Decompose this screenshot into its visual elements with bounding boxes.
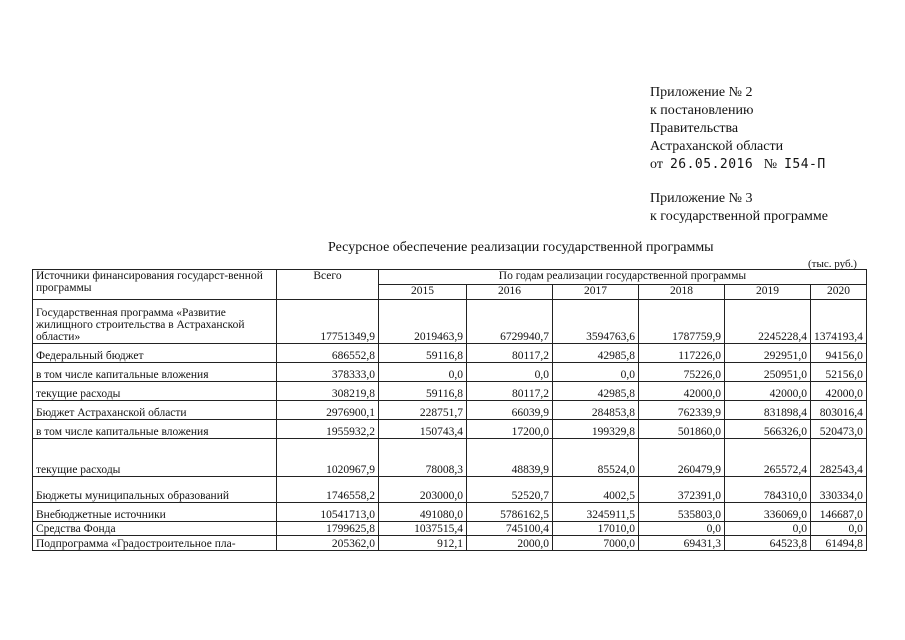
appendix-2-line: к постановлению [650, 103, 754, 118]
cell-year-value: 78008,3 [379, 439, 467, 477]
cell-year-value: 42985,8 [553, 344, 639, 363]
appendix-3-line: к государственной программе [650, 209, 828, 224]
header-year: 2015 [379, 285, 467, 300]
cell-year-value: 150743,4 [379, 420, 467, 439]
cell-total: 205362,0 [277, 536, 379, 551]
header-year: 2018 [639, 285, 725, 300]
cell-year-value: 0,0 [639, 522, 725, 536]
cell-total: 1020967,9 [277, 439, 379, 477]
cell-year-value: 6729940,7 [467, 300, 553, 344]
cell-total: 2976900,1 [277, 401, 379, 420]
row-label: Бюджет Астраханской области [33, 401, 277, 420]
cell-year-value: 48839,9 [467, 439, 553, 477]
cell-year-value: 61494,8 [811, 536, 867, 551]
cell-year-value: 803016,4 [811, 401, 867, 420]
table-row [33, 477, 867, 503]
cell-year-value: 0,0 [553, 363, 639, 382]
cell-year-value: 42000,0 [725, 382, 811, 401]
cell-total: 378333,0 [277, 363, 379, 382]
row-label: Подпрограмма «Градостроительное пла- [33, 536, 277, 551]
cell-year-value: 2019463,9 [379, 300, 467, 344]
table-row [33, 503, 867, 522]
cell-year-value: 260479,9 [639, 439, 725, 477]
header-year: 2019 [725, 285, 811, 300]
decree-number: I54-П [784, 157, 826, 172]
row-label: Внебюджетные источники [33, 503, 277, 522]
appendix-2-line: Приложение № 2 [650, 85, 753, 100]
row-label: текущие расходы [33, 439, 277, 477]
header-year: 2020 [811, 285, 867, 300]
cell-year-value: 146687,0 [811, 503, 867, 522]
cell-year-value: 265572,4 [725, 439, 811, 477]
table-body [33, 300, 867, 551]
cell-total: 17751349,9 [277, 300, 379, 344]
header-source: Источники финансирования государст-венной программы [33, 270, 277, 300]
row-label: Федеральный бюджет [33, 344, 277, 363]
appendix-2-block [650, 84, 826, 174]
header-year: 2017 [553, 285, 639, 300]
table-row [33, 363, 867, 382]
cell-year-value: 59116,8 [379, 344, 467, 363]
table-row [33, 420, 867, 439]
cell-year-value: 372391,0 [639, 477, 725, 503]
cell-year-value: 59116,8 [379, 382, 467, 401]
cell-year-value: 566326,0 [725, 420, 811, 439]
cell-year-value: 80117,2 [467, 382, 553, 401]
table-row [33, 439, 867, 477]
cell-year-value: 0,0 [725, 522, 811, 536]
cell-year-value: 336069,0 [725, 503, 811, 522]
cell-year-value: 85524,0 [553, 439, 639, 477]
header-by-years: По годам реализации государственной программы [379, 270, 867, 285]
cell-year-value: 250951,0 [725, 363, 811, 382]
appendix-3-block [650, 190, 828, 226]
unit-label: (тыс. руб.) [808, 258, 857, 270]
header-total: Всего [277, 270, 379, 300]
appendix-3-line: Приложение № 3 [650, 191, 753, 206]
cell-year-value: 501860,0 [639, 420, 725, 439]
cell-total: 1746558,2 [277, 477, 379, 503]
cell-year-value: 491080,0 [379, 503, 467, 522]
cell-total: 1799625,8 [277, 522, 379, 536]
cell-year-value: 17200,0 [467, 420, 553, 439]
cell-year-value: 0,0 [467, 363, 553, 382]
cell-year-value: 5786162,5 [467, 503, 553, 522]
cell-year-value: 2245228,4 [725, 300, 811, 344]
cell-year-value: 3594763,6 [553, 300, 639, 344]
table-row [33, 300, 867, 344]
cell-year-value: 17010,0 [553, 522, 639, 536]
cell-total: 686552,8 [277, 344, 379, 363]
cell-year-value: 2000,0 [467, 536, 553, 551]
table-row [33, 536, 867, 551]
header-year: 2016 [467, 285, 553, 300]
row-label: Бюджеты муниципальных образований [33, 477, 277, 503]
row-label: текущие расходы [33, 382, 277, 401]
appendix-2-line: Астраханской области [650, 139, 784, 154]
cell-year-value: 292951,0 [725, 344, 811, 363]
cell-year-value: 282543,4 [811, 439, 867, 477]
cell-year-value: 69431,3 [639, 536, 725, 551]
cell-year-value: 42000,0 [811, 382, 867, 401]
cell-year-value: 52520,7 [467, 477, 553, 503]
cell-year-value: 0,0 [379, 363, 467, 382]
cell-year-value: 52156,0 [811, 363, 867, 382]
row-label: Средства Фонда [33, 522, 277, 536]
cell-year-value: 228751,7 [379, 401, 467, 420]
cell-total: 308219,8 [277, 382, 379, 401]
cell-year-value: 66039,9 [467, 401, 553, 420]
row-label: в том числе капитальные вложения [33, 363, 277, 382]
cell-year-value: 535803,0 [639, 503, 725, 522]
appendix-2-line: Правительства [650, 121, 739, 136]
table-row [33, 522, 867, 536]
cell-year-value: 330334,0 [811, 477, 867, 503]
cell-year-value: 42985,8 [553, 382, 639, 401]
cell-year-value: 912,1 [379, 536, 467, 551]
cell-year-value: 831898,4 [725, 401, 811, 420]
cell-year-value: 117226,0 [639, 344, 725, 363]
cell-total: 10541713,0 [277, 503, 379, 522]
cell-year-value: 784310,0 [725, 477, 811, 503]
page-title: Ресурсное обеспечение реализации государственной программы [328, 240, 714, 255]
cell-year-value: 64523,8 [725, 536, 811, 551]
cell-year-value: 3245911,5 [553, 503, 639, 522]
cell-year-value: 75226,0 [639, 363, 725, 382]
cell-year-value: 4002,5 [553, 477, 639, 503]
decree-date: 26.05.2016 [669, 157, 754, 172]
row-label: Государственная программа «Развитие жилищного строительства в Астраханской области» [33, 300, 277, 344]
cell-year-value: 745100,4 [467, 522, 553, 536]
cell-year-value: 520473,0 [811, 420, 867, 439]
cell-year-value: 1787759,9 [639, 300, 725, 344]
cell-year-value: 199329,8 [553, 420, 639, 439]
cell-year-value: 1374193,4 [811, 300, 867, 344]
table-row [33, 382, 867, 401]
appendix-2-date-line [650, 156, 826, 174]
cell-year-value: 80117,2 [467, 344, 553, 363]
cell-year-value: 0,0 [811, 522, 867, 536]
table-row [33, 344, 867, 363]
row-label: в том числе капитальные вложения [33, 420, 277, 439]
cell-total: 1955932,2 [277, 420, 379, 439]
cell-year-value: 203000,0 [379, 477, 467, 503]
table-row [33, 401, 867, 420]
cell-year-value: 1037515,4 [379, 522, 467, 536]
cell-year-value: 284853,8 [553, 401, 639, 420]
number-sign: № [763, 157, 778, 172]
cell-year-value: 762339,9 [639, 401, 725, 420]
resource-table [32, 269, 867, 551]
cell-year-value: 42000,0 [639, 382, 725, 401]
from-prefix: от [650, 157, 663, 172]
cell-year-value: 7000,0 [553, 536, 639, 551]
cell-year-value: 94156,0 [811, 344, 867, 363]
